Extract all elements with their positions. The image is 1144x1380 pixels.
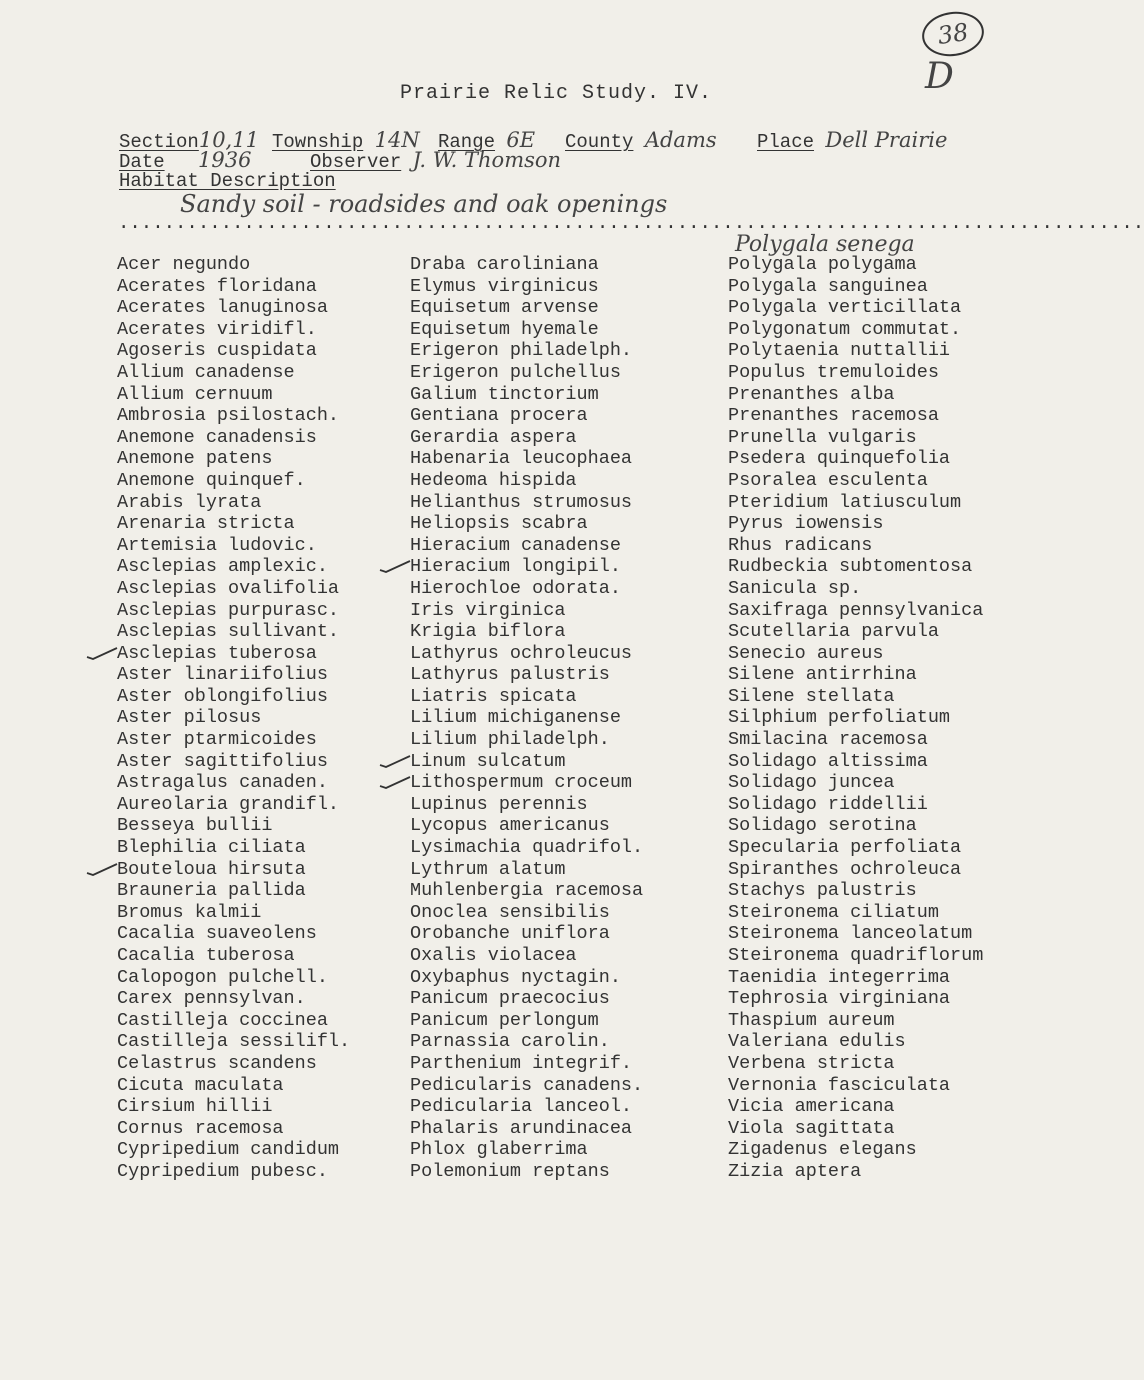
species-name: Carex pennsylvan. [117,988,306,1010]
species-entry [410,600,643,622]
species-name: Draba caroliniana [410,254,599,275]
species-entry [117,254,350,276]
species-entry [410,1139,643,1161]
species-entry [728,600,983,622]
species-entry [728,815,983,837]
species-entry [410,492,643,514]
species-name: Lythrum alatum [410,858,566,880]
species-name: Smilacina racemosa [728,729,928,751]
species-entry [410,427,643,449]
species-entry [728,448,983,470]
species-entry [728,1031,983,1053]
species-name: Prunella vulgaris [728,426,917,448]
species-name: Solidago riddellii [728,793,928,815]
species-name: Agoseris cuspidata [117,340,317,362]
species-name: Cirsium hillii [117,1096,273,1118]
species-name: Cacalia tuberosa [117,945,295,966]
species-entry [410,319,643,341]
species-entry [117,643,350,665]
species-name: Krigia biflora [410,621,566,643]
species-name: Parthenium integrif. [410,1052,633,1074]
species-name: Hedeoma hispida [410,469,577,491]
species-name: Gentiana procera [410,405,588,427]
species-entry [728,1118,983,1140]
species-entry [117,1118,350,1140]
species-entry [728,276,983,298]
species-entry [117,837,350,859]
species-entry [728,535,983,557]
species-entry [728,945,983,967]
species-name: Besseya bullii [117,815,273,837]
species-entry [728,664,983,686]
page-number: 38 [935,18,971,50]
species-entry [410,815,643,837]
species-name: Zizia aptera [728,1160,862,1182]
species-entry [117,1053,350,1075]
species-entry [410,362,643,384]
species-entry [117,600,350,622]
species-name: Valeriana edulis [728,1031,906,1053]
species-entry [410,621,643,643]
species-name: Silene antirrhina [728,664,917,686]
species-name: Anemone patens [117,448,273,470]
species-name: Spiranthes ochroleuca [728,858,962,880]
species-name: Tephrosia virginiana [728,988,951,1010]
species-name: Psoralea esculenta [728,469,928,491]
species-name: Cacalia suaveolens [117,923,317,945]
species-entry [117,1075,350,1097]
species-name: Arabis lyrata [117,491,262,513]
species-name: Viola sagittata [728,1117,895,1139]
species-entry [410,513,643,535]
species-entry [728,729,983,751]
species-entry [728,707,983,729]
species-entry [728,1161,983,1183]
habitat-dotted-line: .......................................................................................... [118,212,1144,234]
species-name: Allium cernuum [117,383,273,405]
species-entry [410,1010,643,1032]
species-entry [117,967,350,989]
species-name: Populus tremuloides [728,361,939,383]
species-name: Arenaria stricta [117,513,295,535]
polygala-annotation: Polygala senega [735,232,915,257]
species-entry [728,470,983,492]
species-entry [410,405,643,427]
species-name: Acer negundo [117,254,251,275]
species-entry [728,1053,983,1075]
species-name: Polygala sanguinea [728,275,928,297]
species-name: Aureolaria grandifl. [117,793,340,815]
species-name: Artemisia ludovic. [117,534,317,556]
species-entry [728,967,983,989]
species-name: Hieracium canadense [410,534,621,556]
species-entry [117,1031,350,1053]
species-entry [410,837,643,859]
range-label: Range [438,131,496,153]
species-entry [410,578,643,600]
species-name: Parnassia carolin. [410,1031,610,1053]
species-entry [117,880,350,902]
county-value: Adams [644,128,717,152]
species-entry [728,1139,983,1161]
species-entry [117,621,350,643]
species-name: Solidago juncea [728,772,895,794]
species-entry [117,1096,350,1118]
species-entry [728,362,983,384]
species-entry [728,751,983,773]
species-name: Phlox glaberrima [410,1139,588,1161]
species-name: Asclepias ovalifolia [117,577,340,599]
species-entry [410,880,643,902]
species-entry [728,297,983,319]
species-name: Acerates lanuginosa [117,297,328,319]
species-entry [117,859,350,881]
species-entry [410,1031,643,1053]
place-label: Place [757,131,815,153]
species-entry [410,967,643,989]
species-name: Castilleja coccinea [117,1009,328,1031]
township-label: Township [272,131,364,153]
species-entry [410,297,643,319]
species-name: Lycopus americanus [410,815,610,837]
species-name: Polygonatum commutat. [728,318,962,340]
species-entry [728,405,983,427]
species-entry [117,1161,350,1183]
species-name: Lilium michiganense [410,707,621,729]
species-entry [410,686,643,708]
species-name: Erigeron pulchellus [410,361,621,383]
species-entry [728,772,983,794]
county-field [565,128,717,153]
date-label: Date [119,151,165,173]
species-name: Equisetum hyemale [410,318,599,340]
species-name: Oxalis violacea [410,945,577,966]
species-entry [410,923,643,945]
species-entry [728,1075,983,1097]
species-entry [410,945,643,967]
species-name: Oxybaphus nyctagin. [410,966,621,988]
observer-label: Observer [310,151,402,173]
species-entry [117,276,350,298]
species-entry [410,384,643,406]
species-entry [117,513,350,535]
species-column-3 [728,254,983,1183]
species-entry [728,578,983,600]
habitat-label: Habitat Description [119,170,336,192]
species-name: Zigadenus elegans [728,1139,917,1161]
species-entry [728,794,983,816]
checkmark-icon [378,558,412,574]
species-entry [117,340,350,362]
species-name: Lathyrus ochroleucus [410,642,633,664]
species-entry [117,427,350,449]
species-name: Specularia perfoliata [728,837,962,859]
species-name: Lilium philadelph. [410,729,610,751]
species-name: Pedicularia lanceol. [410,1096,633,1118]
species-entry [728,1096,983,1118]
species-name: Solidago altissima [728,750,928,772]
species-entry [117,923,350,945]
species-entry [117,362,350,384]
species-name: Senecio aureus [728,642,884,664]
species-entry [410,448,643,470]
species-entry [728,427,983,449]
page-number-circle [919,8,987,60]
species-entry [410,1118,643,1140]
species-name: Rhus radicans [728,534,873,556]
species-name: Steironema lanceolatum [728,923,973,945]
species-entry [117,297,350,319]
species-entry [410,340,643,362]
species-entry [410,707,643,729]
species-entry [728,1010,983,1032]
species-entry [728,319,983,341]
species-entry [410,902,643,924]
species-name: Polemonium reptans [410,1160,610,1182]
observer-field [310,148,561,173]
species-entry [728,254,983,276]
species-name: Aster ptarmicoides [117,729,317,751]
habitat-value: Sandy soil - roadsides and oak openings [180,190,668,218]
species-name: Vicia americana [728,1096,895,1118]
species-name: Onoclea sensibilis [410,901,610,923]
checkmark-icon [378,774,412,790]
species-name: Galium tinctorium [410,383,599,405]
species-entry [117,492,350,514]
species-name: Cypripedium candidum [117,1139,340,1161]
species-name: Iris virginica [410,599,566,621]
species-entry [410,470,643,492]
species-entry [117,448,350,470]
species-name: Brauneria pallida [117,880,306,902]
checkmark-icon [85,645,119,661]
species-entry [117,729,350,751]
species-entry [728,837,983,859]
species-entry [117,751,350,773]
species-name: Asclepias tuberosa [117,642,317,664]
township-value: 14N [374,128,420,152]
species-entry [410,276,643,298]
species-entry [728,686,983,708]
species-name: Saxifraga pennsylvanica [728,599,984,621]
date-value: 1936 [198,148,252,172]
species-name: Allium canadense [117,361,295,383]
species-name: Liatris spicata [410,685,577,707]
species-name: Pedicularis canadens. [410,1074,644,1096]
species-entry [728,988,983,1010]
species-entry [117,794,350,816]
species-name: Hieracium longipil. [410,556,621,578]
species-entry [728,621,983,643]
species-name: Sanicula sp. [728,577,862,599]
species-column-2 [410,254,643,1183]
place-value: Dell Prairie [825,128,948,152]
species-entry [410,988,643,1010]
species-name: Astragalus canaden. [117,772,328,794]
species-entry [410,859,643,881]
species-name: Solidago serotina [728,815,917,837]
species-entry [410,254,643,276]
species-name: Asclepias amplexic. [117,556,328,578]
document-title: Prairie Relic Study. IV. [400,82,713,105]
checkmark-icon [378,753,412,769]
checkmark-icon [85,861,119,877]
species-entry [410,1161,643,1183]
species-entry [117,945,350,967]
species-name: Helianthus strumosus [410,491,633,513]
species-entry [117,384,350,406]
section-label: Section [119,131,199,153]
species-name: Erigeron philadelph. [410,340,633,362]
species-entry [410,772,643,794]
place-field [757,128,947,153]
species-entry [728,492,983,514]
species-name: Acerates viridifl. [117,318,317,340]
species-name: Panicum perlongum [410,1009,599,1031]
species-name: Aster sagittifolius [117,750,328,772]
species-entry [117,405,350,427]
species-entry [117,707,350,729]
species-name: Prenanthes racemosa [728,405,939,427]
species-name: Lathyrus palustris [410,664,610,686]
species-entry [728,902,983,924]
species-name: Steironema quadriflorum [728,945,984,966]
species-entry [117,664,350,686]
species-name: Equisetum arvense [410,297,599,319]
species-name: Thaspium aureum [728,1009,895,1031]
species-name: Polytaenia nuttallii [728,340,951,362]
species-name: Silene stellata [728,685,895,707]
species-column-1 [117,254,350,1183]
species-entry [410,729,643,751]
species-entry [410,794,643,816]
species-name: Linum sulcatum [410,750,566,772]
species-name: Cicuta maculata [117,1074,284,1096]
species-name: Verbena stricta [728,1052,895,1074]
species-name: Lysimachia quadrifol. [410,837,644,859]
species-entry [410,751,643,773]
species-entry [117,815,350,837]
species-name: Castilleja sessilifl. [117,1031,351,1053]
species-name: Bouteloua hirsuta [117,858,306,880]
species-name: Prenanthes alba [728,383,895,405]
species-entry [117,319,350,341]
species-name: Orobanche uniflora [410,923,610,945]
species-name: Steironema ciliatum [728,901,939,923]
species-name: Stachys palustris [728,880,917,902]
species-name: Heliopsis scabra [410,513,588,535]
species-name: Anemone quinquef. [117,469,306,491]
species-entry [117,988,350,1010]
species-name: Aster linariifolius [117,664,328,686]
species-name: Taenidia integerrima [728,966,951,988]
species-entry [117,772,350,794]
corner-letter: D [925,56,954,97]
species-name: Cypripedium pubesc. [117,1160,328,1182]
species-name: Calopogon pulchell. [117,966,328,988]
species-entry [410,643,643,665]
species-entry [728,340,983,362]
species-name: Anemone canadensis [117,426,317,448]
species-entry [410,1096,643,1118]
species-name: Lupinus perennis [410,793,588,815]
species-entry [117,578,350,600]
county-label: County [565,131,634,153]
species-name: Aster oblongifolius [117,685,328,707]
species-name: Aster pilosus [117,707,262,729]
species-name: Phalaris arundinacea [410,1117,633,1139]
species-entry [728,384,983,406]
species-entry [728,880,983,902]
species-name: Elymus virginicus [410,275,599,297]
species-name: Polygala verticillata [728,297,962,319]
species-entry [117,470,350,492]
species-name: Habenaria leucophaea [410,448,633,470]
species-entry [728,923,983,945]
species-name: Psedera quinquefolia [728,448,951,470]
section-value: 10,11 [198,128,259,152]
species-name: Ambrosia psilostach. [117,405,340,427]
species-name: Polygala polygama [728,254,917,275]
species-entry [728,513,983,535]
species-entry [117,1139,350,1161]
species-name: Pteridium latiusculum [728,491,962,513]
species-name: Bromus kalmii [117,901,262,923]
species-entry [410,664,643,686]
species-entry [728,643,983,665]
species-name: Muhlenbergia racemosa [410,880,644,902]
species-name: Blephilia ciliata [117,837,306,859]
species-name: Acerates floridana [117,275,317,297]
observer-value: J. W. Thomson [412,148,562,172]
species-name: Rudbeckia subtomentosa [728,556,973,578]
species-entry [117,556,350,578]
species-name: Gerardia aspera [410,426,577,448]
species-entry [117,902,350,924]
species-entry [410,535,643,557]
species-name: Cornus racemosa [117,1117,284,1139]
species-name: Celastrus scandens [117,1052,317,1074]
species-name: Pyrus iowensis [728,513,884,535]
species-name: Silphium perfoliatum [728,707,951,729]
species-entry [410,1075,643,1097]
habitat-field [119,170,336,192]
species-entry [117,535,350,557]
species-entry [117,686,350,708]
species-name: Hierochloe odorata. [410,577,621,599]
species-entry [728,556,983,578]
species-name: Asclepias purpurasc. [117,599,340,621]
species-name: Lithospermum croceum [410,772,633,794]
species-name: Asclepias sullivant. [117,621,340,643]
species-name: Scutellaria parvula [728,621,939,643]
species-name: Vernonia fasciculata [728,1074,951,1096]
species-entry [410,1053,643,1075]
species-entry [117,1010,350,1032]
range-value: 6E [506,128,536,152]
species-entry [728,859,983,881]
species-entry [410,556,643,578]
species-name: Panicum praecocius [410,988,610,1010]
